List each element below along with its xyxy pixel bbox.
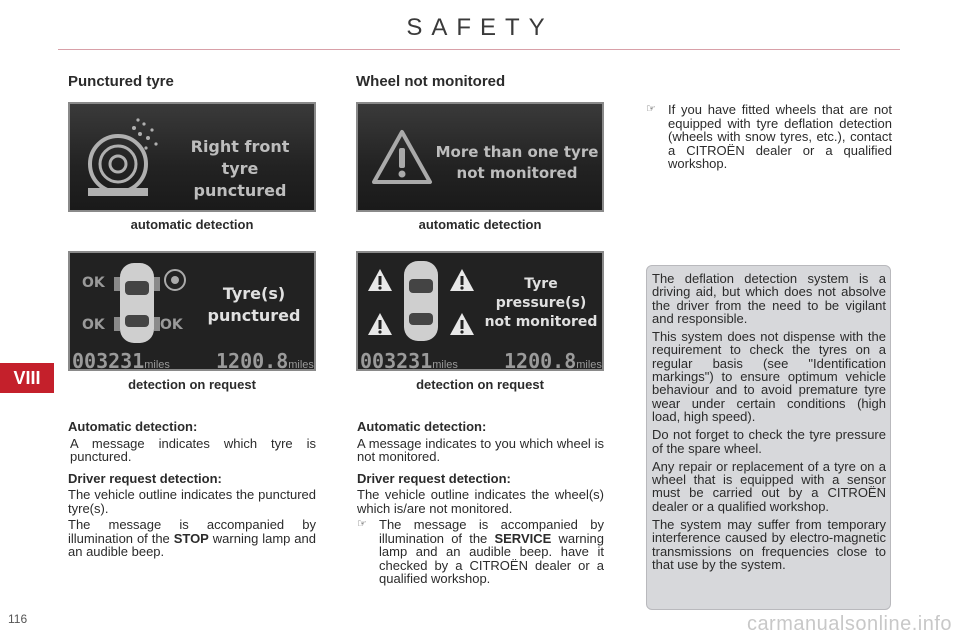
info-box (646, 265, 891, 610)
screen-text-line2: punctured (207, 306, 301, 325)
paragraph: The vehicle outline indicates the punctured tyre(s). (68, 487, 316, 516)
bullet-item (357, 518, 604, 594)
screen-text-line1: Tyre(s) (222, 284, 286, 303)
car-top-view-icon (112, 259, 162, 349)
deflated-tyre-icon (78, 108, 168, 208)
subheading: Driver request detection: (68, 470, 222, 486)
paragraph: The message is accompanied by illumination of the SERVICE warning lamp and an audible beep. have it checked by a CITROËN dealer or a qualified workshop. (379, 517, 605, 586)
screen-text-line1: Tyre (524, 276, 558, 292)
screen-text-line1: Right front tyre (190, 137, 290, 178)
watermark: carmanualsonline.info (746, 613, 952, 635)
warning-triangle-icon (448, 267, 476, 293)
title-divider (58, 49, 900, 50)
pointing-hand-icon: ☞ (646, 103, 656, 115)
display-not-monitored-auto (356, 102, 604, 212)
caption-detection-on-request: detection on request (128, 377, 256, 392)
page-number: 116 (8, 612, 28, 626)
info-paragraph: Any repair or replacement of a tyre on a wheel that is equipped with a sensor must be carried out by a CITROËN dealer or a qualified workshop. (652, 458, 886, 514)
display-punctured-auto (68, 102, 316, 212)
warning-triangle-icon (448, 311, 476, 337)
chapter-tab: VIII (0, 363, 54, 393)
paragraph: A message indicates which tyre is punctured. (70, 435, 316, 464)
pointing-hand-icon: ☞ (357, 518, 367, 530)
snow-tyre-note (646, 103, 892, 179)
section-heading-wheel-not-monitored: Wheel not monitored (356, 73, 506, 90)
ok-indicator: OK (82, 275, 105, 291)
subheading: Automatic detection: (357, 419, 487, 434)
car-top-view-icon (396, 257, 446, 347)
odometer-readout: 003231miles (72, 349, 170, 371)
display-not-monitored-request (356, 251, 604, 371)
subheading: Automatic detection: (68, 419, 198, 434)
caption-automatic-detection: automatic detection (130, 217, 254, 232)
info-paragraph: Do not forget to check the tyre pressure of the spare wheel. (652, 427, 886, 456)
screen-text-line2: pressure(s) (495, 295, 587, 311)
ok-indicator: OK (160, 317, 183, 333)
info-paragraph: The deflation detection system is a driving aid, but which does not absolve the driver from the need to be vigilant and responsible. (652, 271, 886, 326)
warning-triangle-icon (366, 311, 394, 337)
paragraph: The message is accompanied by illumination of the STOP warning lamp and an audible beep. (68, 517, 316, 559)
bullet-item (646, 103, 892, 179)
caption-detection-on-request: detection on request (416, 377, 544, 392)
paragraph: The vehicle outline indicates the wheel(s) which is/are not monitored. (357, 487, 604, 516)
punctured-description (68, 420, 316, 567)
screen-text-line3: not monitored (484, 314, 598, 330)
display-punctured-request (68, 251, 316, 371)
caption-automatic-detection: automatic detection (418, 217, 542, 232)
paragraph: A message indicates to you which wheel is not monitored. (357, 435, 604, 464)
deflated-tyre-icon (162, 267, 188, 293)
screen-text-line2: punctured (193, 181, 287, 200)
trip-readout: 1200.8miles (504, 349, 602, 371)
ok-indicator: OK (82, 317, 105, 333)
section-heading-punctured-tyre: Punctured tyre (68, 73, 174, 90)
screen-text-line1: More than one tyre (435, 143, 599, 161)
odometer-readout: 003231miles (360, 349, 458, 371)
screen-text-line2: not monitored (456, 164, 578, 182)
page-title: SAFETY (406, 14, 554, 41)
not-monitored-description (357, 420, 604, 594)
service-label: SERVICE (494, 530, 552, 546)
stop-label: STOP (173, 530, 209, 546)
subheading: Driver request detection: (357, 470, 511, 486)
warning-triangle-icon (366, 267, 394, 293)
info-paragraph: This system does not dispense with the requirement to check the tyres on a regular basis (see "Identification markings") to ensure optimum vehicle behaviour and to avoid premature tyre wear under certain conditions (high load, high speed). (652, 329, 886, 424)
paragraph: If you have fitted wheels that are not equipped with tyre deflation detection (wheels with snow tyres, etc.), contact a CITROËN dealer or a qualified workshop. (668, 102, 892, 171)
warning-triangle-icon (370, 128, 434, 188)
trip-readout: 1200.8miles (216, 349, 314, 371)
info-paragraph: The system may suffer from temporary interference caused by electro-magnetic transmissions on frequencies close to that use by the system. (652, 517, 886, 572)
